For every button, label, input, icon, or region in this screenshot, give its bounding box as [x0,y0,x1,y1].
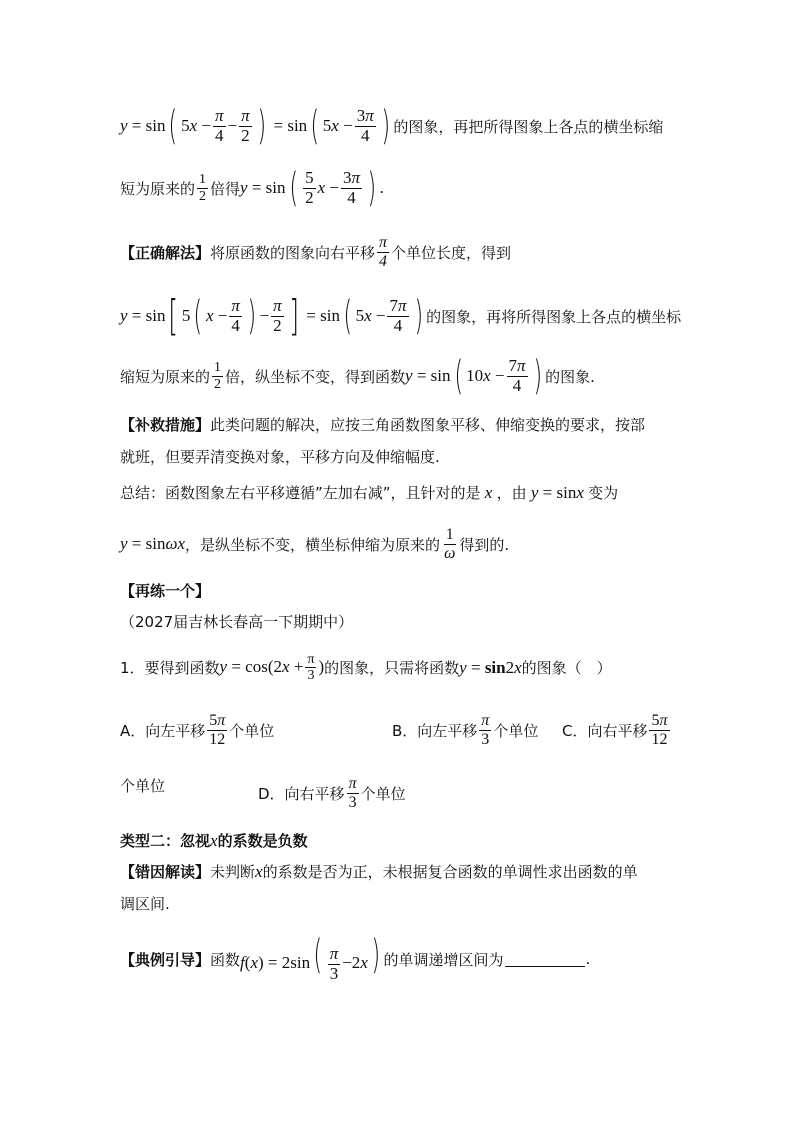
answer-blank[interactable] [505,952,585,967]
correct-text: 将原函数的图象向右平移 [210,243,376,262]
eq-line-1: y = sin ( 5 x − $\frac{\pi}{4}$ − $\frac{\pi}{2}$ ) = sin ( 5 x − $\frac{3\pi}{4}$ ) 的图象，再把所得图象上各点的横坐标缩 [120,103,664,149]
eq-line-5: 缩短为原来的 $\frac{1}{2}$ 倍，纵坐标不变，得到函数 y = sin ( 10 x − $\frac{7\pi}{4}$ ) 的图象. [120,353,595,399]
summary-line2-tail: 得到的. [459,535,510,554]
error-line-2: 调区间. [120,895,170,913]
example-line: 【典例引导】 函数 f(x) = 2sin( $\frac{\pi}{3}$ −2x) 的单调递增区间为 . [120,932,591,983]
option-d[interactable]: D．向右平移 $\frac{\pi}{3}$ 个单位 [258,775,406,811]
line5-mid: 倍，纵坐标不变，得到函数 [225,367,406,386]
summary-line2-mid: ，是纵坐标不变，横坐标伸缩为原来的 [185,535,441,554]
error-label: 【错因解读】 [120,863,211,881]
remedy-line-2 [120,446,440,467]
remedy-label: 【补救措施】 [120,416,211,434]
remedy-text-2: 就班，但要弄清变换对象，平移方向及伸缩幅度. [120,448,440,466]
summary-tail: 变为 [588,484,619,502]
example-label: 【典例引导】 [120,950,211,969]
summary-mid: ，由 [496,484,527,502]
option-a[interactable]: A．向左平移 $\frac{5\pi}{12}$ 个单位 [120,712,275,748]
option-b[interactable]: B．向左平移 $\frac{\pi}{3}$ 个单位 [392,712,539,748]
question-1: 1．要得到函数 y = cos(2x + $\frac{\pi}{3}$ ) 的图象，只需将函数 y = sin2x 的图象（ ） [120,652,612,684]
error-line-1: 【错因解读】 未判断 x 的系数是否为正，未根据复合函数的单调性求出函数的单 [120,861,638,881]
q1-mid: 的图象，只需将函数 [324,659,460,678]
q1-head: 1．要得到函数 [120,659,220,678]
line1-text: 的图象，再把所得图象上各点的横坐标缩 [393,117,664,136]
practice-source: （2027届吉林长春高一下期期中） [120,613,354,631]
q1-tail: 的图象（ ） [521,659,612,678]
option-c-tail: 个单位 [120,777,166,795]
eq-line-2: 短为原来的 $\frac{1}{2}$ 倍得 y = sin ( $\frac{5}{2}$ x − $\frac{3\pi}{4}$ ) . [120,165,384,211]
option-c[interactable]: C．向右平移 $\frac{5\pi}{12}$ [562,712,668,748]
summary-line-1: 总结：函数图象左右平移遵循”左加右减”，且针对的是 x ，由 y = sinx 变为 [120,482,619,502]
type-2-title: 类型二：忽视 x 的系数是负数 [120,830,308,850]
line5-head: 缩短为原来的 [120,367,211,386]
remedy-line-1 [120,414,645,435]
line2-mid: 倍得 [210,179,241,198]
remedy-text: 此类问题的解决，应按三角函数图象平移、伸缩变换的要求，按部 [210,416,646,434]
practice-title: 【再练一个】 [120,582,211,600]
summary-head: 总结：函数图象左右平移遵循”左加右减”，且针对的是 [120,484,481,502]
line4-text: 的图象，再将所得图象上各点的横坐标 [426,307,682,326]
correct-solution-line: 【正确解法】 将原函数的图象向右平移 $\frac{\pi}{4}$ 个单位长度，得到 [120,234,512,270]
correct-tail: 个单位长度，得到 [391,243,512,262]
line5-tail: 的图象. [545,367,595,386]
correct-label: 【正确解法】 [120,243,211,262]
eq-line-4: y = sin [ 5 ( x − $\frac{\pi}{4}$ ) − $\frac{\pi}{2}$ ] = sin ( 5 x − $\frac{7\pi}{4}$ ) 的图象，再将所得图象上各点的横坐标 [120,291,682,340]
summary-line-2: y = sinωx ，是纵坐标不变，横坐标伸缩为原来的 $\frac{1}{\omega}$ 得到的. [120,526,510,562]
line2-head: 短为原来的 [120,179,196,198]
